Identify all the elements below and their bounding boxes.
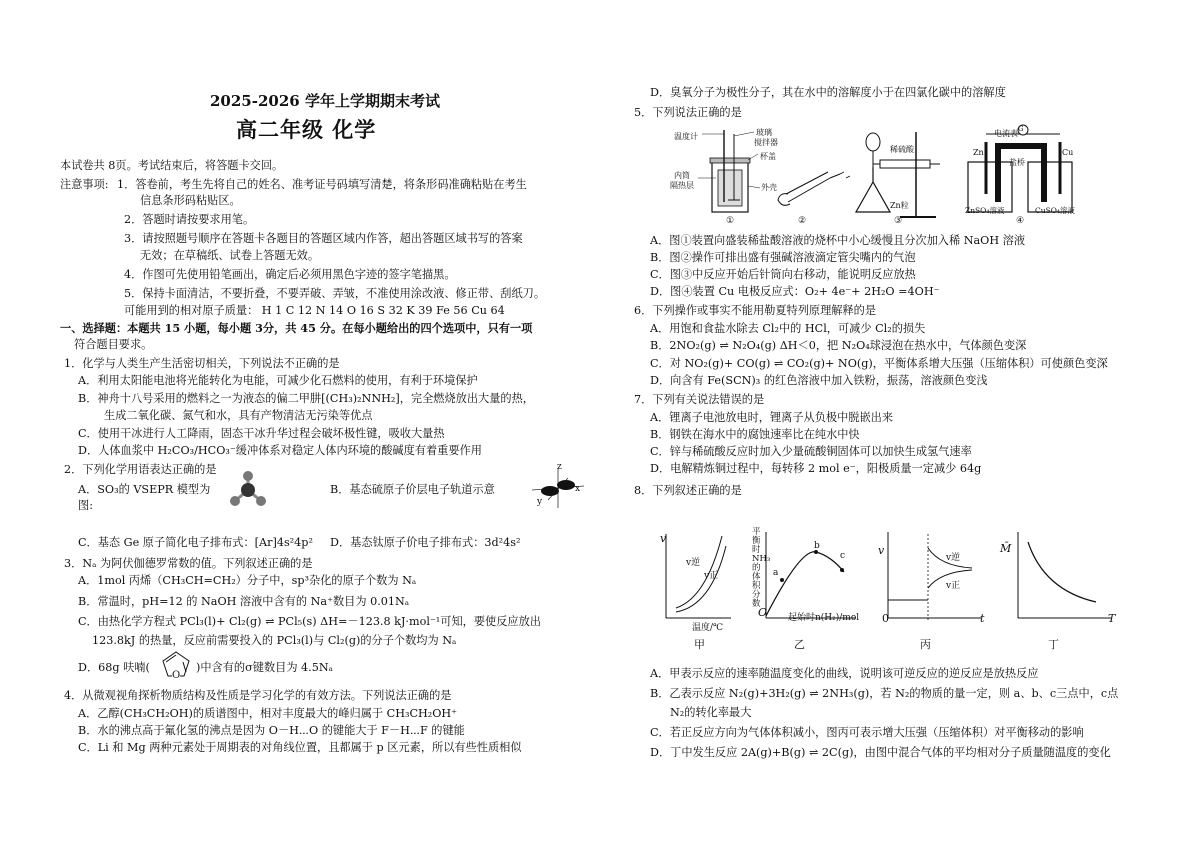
label-thermometer: 温度计 [674,132,698,141]
jia-v-label: v [660,532,667,545]
label-zn-granules: Zn粒 [890,201,909,210]
jia-x-label: 温度/℃ [692,623,724,633]
so3-vsepr-model [228,470,268,513]
exam-title: 2025-2026 学年上学期期末考试 [210,92,440,110]
intro-line: 本试卷共 8页。考试结束后，将答题卡交回。 [60,159,284,172]
q6-stem: 6．下列操作或事实不能用勒夏特列原理解释的是 [634,304,877,317]
bing-v-label: v [878,544,885,557]
label-cu-electrode: Cu [1062,148,1074,157]
q6-option-c: C．对 NO₂(g)+ CO(g) ⇌ CO₂(g)+ NO(g)，平衡体系增大压强（压缩体积）可使颜色变深 [650,357,1108,370]
q4-option-a: A．乙醇(CH₃CH₂OH)的质谱图中，相对丰度最大的峰归属于 CH₃CH₂OH⁺ [78,707,458,720]
graph-jia-label: 甲 [694,638,705,651]
label-outer: 外壳 [761,183,777,192]
q1-option-d: D．人体血浆中 H₂CO₃/HCO₃⁻缓冲体系对稳定人体内环境的酸碱度有着重要作用 [78,444,482,457]
q8-option-b-cont: N₂的转化率最大 [670,706,752,719]
label-ammeter: 电流表 [994,129,1018,138]
q3-option-d-pre: D．68g 呋喃( [78,661,150,674]
q3-option-a: A．1mol 丙烯（CH₃CH=CH₂）分子中，sp³杂化的原子个数为 Nₐ [78,574,417,587]
label-zn-electrode: Zn [973,148,984,157]
notice-1a: 1．答卷前，考生先将自己的姓名、准考证号码填写清楚，将条形码准确粘贴在考生 [117,178,527,191]
q8-option-c: C．若正反应方向为气体体积减小，图丙可表示增大压强（压缩体积）对平衡移动的影响 [650,726,1084,739]
q2-option-a-cont: 图: [78,499,93,512]
label-inner: 内筒 [674,171,690,180]
axis-z-label: z [557,462,562,472]
furan-structure [158,648,194,687]
label-cuso4: CuSO₄溶液 [1035,206,1075,215]
bing-v-forward: v正 [946,581,961,591]
bing-t-label: t [980,612,985,625]
q3-stem: 3．Nₐ 为阿伏伽德罗常数的值。下列叙述正确的是 [64,557,313,570]
notice-3b: 无效；在草稿纸、试卷上答题无效。 [140,249,320,262]
q3-option-c-cont: 123.8kJ 的热量，反应前需要投入的 PCl₃(l)与 Cl₂(g)的分子个数均为 Nₐ [92,634,457,647]
q7-option-a: A．锂离子电池放电时，锂离子从负极中脱嵌出来 [650,411,894,424]
axis-x-label: x [575,484,581,494]
point-c: c [840,551,846,561]
label-stirrer-1: 玻璃 [756,128,772,137]
jia-v-reverse: v逆 [686,558,701,568]
yi-y-label: 平衡时NH₃的体积分数 [752,527,771,609]
q6-option-a: A．用饱和食盐水除去 Cl₂中的 HCl，可减少 Cl₂的损失 [650,322,926,335]
label-galvanometer: G [1018,125,1024,133]
section-heading-2: 符合题目要求。 [74,338,153,351]
q1-option-a: A．利用太阳能电池将光能转化为电能，可减少化石燃料的使用，有利于环境保护 [78,374,478,387]
q8-stem: 8．下列叙述正确的是 [634,484,742,497]
q5-option-c: C．图③中反应开始后针筒向右移动，能说明反应放热 [650,268,916,281]
q5-option-b: B．图②操作可排出盛有强碱溶液滴定管尖嘴内的气泡 [650,251,916,264]
q6-option-d: D．向含有 Fe(SCN)₃ 的红色溶液中加入铁粉，振荡，溶液颜色变浅 [650,374,988,387]
exam-subject: 高二年级 化学 [236,118,377,142]
axis-y-label: y [537,497,543,507]
q3-option-d-post: )中含有的σ键数目为 4.5Nₐ [196,661,333,674]
q7-option-d: D．电解精炼铜过程中，每转移 2 mol e⁻，阳极质量一定减少 64g [650,462,982,475]
furan-o-label: O [172,670,181,681]
q3-option-c: C．由热化学方程式 PCl₃(l)+ Cl₂(g) ⇌ PCl₅(s) ΔH=－123.8 kJ·mol⁻¹可知，要使反应放出 [78,615,541,628]
q6-option-b: B．2NO₂(g) ⇌ N₂O₄(g) ΔH＜0，把 N₂O₄球浸泡在热水中，气体颜色变深 [650,339,1027,352]
bing-origin: 0 [882,612,889,625]
yi-origin: O [758,606,768,619]
notice-2: 2．答题时请按要求用笔。 [124,213,255,226]
notice-1b: 信息条形码粘贴区。 [140,194,241,207]
notice-label: 注意事项: [60,178,109,191]
q2-option-c: C．基态 Ge 原子简化电子排布式：[Ar]4s²4p² [78,536,313,549]
label-acid: 稀硫酸 [890,145,914,154]
notice-5: 5．保持卡面清洁，不要折叠，不要弄破、弄皱，不准使用涂改液、修正带、刮纸刀。 [124,287,546,300]
q4-option-c: C．Li 和 Mg 两种元素处于周期表的对角线位置，且都属于 p 区元素，所以有些性质相似 [78,741,522,754]
q8-graphs [656,528,1136,631]
point-b: b [814,541,820,551]
q5-stem: 5．下列说法正确的是 [634,106,742,119]
graph-ding-label: 丁 [1048,638,1059,651]
notice-3a: 3．请按照题号顺序在答题卡各题目的答题区域内作答，超出答题区域书写的答案 [124,232,523,245]
q1-stem: 1．化学与人类生产生活密切相关，下列说法不正确的是 [64,357,340,370]
yi-x-label: 起始时n(H₂)/mol [788,613,860,623]
notice-4: 4．作图可先使用铅笔画出，确定后必须用黑色字迹的签字笔描黑。 [124,268,456,281]
label-salt-bridge: 盐桥 [1009,158,1025,167]
q8-option-d: D．丁中发生反应 2A(g)+B(g) ⇌ 2C(g)，由图中混合气体的平均相对分子质量随温度的变化 [650,746,1111,759]
label-fig-2: ② [798,216,807,226]
label-fig-3: ③ [894,216,903,226]
q2-option-a: A．SO₃的 VSEPR 模型为 [78,483,211,496]
label-insulation: 隔热层 [670,181,694,190]
q8-option-b: B．乙表示反应 N₂(g)+3H₂(g) ⇌ 2NH₃(g)，若 N₂的物质的量一定，则 a、b、c三点中，c点 [650,687,1119,700]
q4-stem: 4．从微观视角探析物质结构及性质是学习化学的有效方法。下列说法正确的是 [64,689,452,702]
q7-option-b: B．钢铁在海水中的腐蚀速率比在纯水中快 [650,428,860,441]
q2-option-d: D．基态钛原子价电子排布式：3d²4s² [330,536,521,549]
label-lid: 杯盖 [760,152,776,161]
atomic-masses: 可能用到的相对原子质量： H 1 C 12 N 14 O 16 S 32 K 39 Fe 56 Cu 64 [124,304,505,317]
q5-option-a: A．图①装置向盛装稀盐酸溶液的烧杯中小心缓慢且分次加入稀 NaOH 溶液 [650,234,1026,247]
q7-stem: 7．下列有关说法错误的是 [634,393,765,406]
section-heading: 一、选择题：本题共 15 小题，每小题 3分，共 45 分。在每小题给出的四个选项中，只有一项 [60,321,533,335]
q4-option-d: D．臭氧分子为极性分子，其在水中的溶解度小于在四氯化碳中的溶解度 [650,86,1006,99]
graph-bing-label: 丙 [920,638,931,651]
label-fig-4: ④ [1016,216,1025,226]
q1-option-c: C．使用干冰进行人工降雨，固态干冰升华过程会破坏极性键，吸收大量热 [78,427,445,440]
q2-stem: 2．下列化学用语表达正确的是 [64,463,217,476]
q8-option-a: A．甲表示反应的速率随温度变化的曲线，说明该可逆反应的逆反应是放热反应 [650,667,1039,680]
point-a: a [773,568,779,578]
q2-option-b: B．基态硫原子价层电子轨道示意 [330,483,495,496]
q3-option-b: B．常温时，pH=12 的 NaOH 溶液中含有的 Na⁺数目为 0.01Nₐ [78,595,410,608]
bing-v-reverse: v逆 [946,553,961,563]
label-stirrer-2: 搅拌器 [754,138,778,147]
q1-option-b: B．神舟十八号采用的燃料之一为液态的偏二甲肼[(CH₃)₂NNH₂]，完全燃烧放出大量的热， [78,392,534,405]
ding-m-label: M̄ [1000,542,1012,555]
q7-option-c: C．锌与稀硫酸反应时加入少量硫酸铜固体可以加快生成氢气速率 [650,445,972,458]
q1-option-b-cont: 生成二氧化碳、氮气和水，具有产物清洁无污染等优点 [104,409,373,422]
label-fig-1: ① [726,216,735,226]
q5-option-d: D．图④装置 Cu 电极反应式：O₂+ 4e⁻+ 2H₂O =4OH⁻ [650,285,940,298]
jia-v-forward: v正 [704,571,719,581]
ding-t-label: T [1108,612,1116,625]
graph-yi-label: 乙 [794,638,805,651]
label-znso4: ZnSO₄溶液 [965,206,1005,215]
q4-option-b: B．水的沸点高于氟化氢的沸点是因为 O－H⋯O 的键能大于 F－H⋯F 的键能 [78,724,465,737]
